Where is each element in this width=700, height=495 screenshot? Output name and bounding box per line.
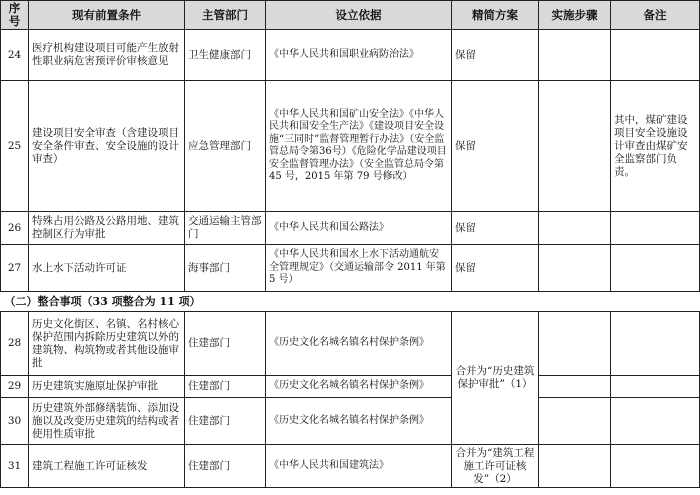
row-condition: 水上水下活动许可证 [29, 245, 185, 292]
table-row [1, 30, 700, 81]
row-department: 住建部门 [185, 376, 266, 398]
row-seq: 31 [1, 445, 29, 488]
row-department: 住建部门 [185, 445, 266, 488]
row-seq: 29 [1, 376, 29, 398]
row-basis: 《中华人民共和国水上水下活动通航安全管理规定》（交通运输部令 2011 年第 5 号） [266, 245, 452, 292]
row-steps [539, 312, 611, 376]
header-notes: 备注 [611, 1, 700, 30]
header-seq: 序号 [1, 1, 29, 30]
row-condition: 历史建筑外部修缮装饰、添加设施以及改变历史建筑的结构或者使用性质审批 [29, 398, 185, 445]
row-seq: 25 [1, 81, 29, 212]
row-steps [539, 30, 611, 81]
row-steps [539, 376, 611, 398]
row-basis: 《历史文化名城名镇名村保护条例》 [266, 312, 452, 376]
table-row [1, 81, 700, 212]
row-department: 住建部门 [185, 398, 266, 445]
header-condition: 现有前置条件 [29, 1, 185, 30]
table-row [1, 245, 700, 292]
row-department: 应急管理部门 [185, 81, 266, 212]
row-condition: 医疗机构建设项目可能产生放射性职业病危害预评价审核意见 [29, 30, 185, 81]
row-seq: 28 [1, 312, 29, 376]
row-notes [611, 398, 700, 445]
row-basis: 《中华人民共和国职业病防治法》 [266, 30, 452, 81]
section-row [1, 292, 700, 312]
header-department: 主管部门 [185, 1, 266, 30]
row-department: 住建部门 [185, 312, 266, 376]
row-department: 交通运输主管部门 [185, 212, 266, 245]
row-basis: 《中华人民共和国公路法》 [266, 212, 452, 245]
row-notes [611, 30, 700, 81]
row-basis: 《中华人民共和国建筑法》 [266, 445, 452, 488]
row-department: 卫生健康部门 [185, 30, 266, 81]
row-notes: 其中，煤矿建设项目安全设施设计审查由煤矿安全监察部门负责。 [611, 81, 700, 212]
row-steps [539, 245, 611, 292]
row-plan: 保留 [452, 30, 539, 81]
table-row [1, 398, 700, 445]
row-steps [539, 212, 611, 245]
section-title: （二）整合事项（33 项整合为 11 项） [1, 292, 700, 312]
table-row [1, 445, 700, 488]
row-basis: 《历史文化名城名镇名村保护条例》 [266, 376, 452, 398]
row-seq: 30 [1, 398, 29, 445]
row-seq: 27 [1, 245, 29, 292]
row-basis: 《中华人民共和国矿山安全法》《中华人民共和国安全生产法》《建设项目安全设施“三同时”监督管理暂行办法》（安全监管总局令第36号）《危险化学品建设项目安全监督管理办法》（安全监管总局令第 45 号，2015 年第 79 号修改） [266, 81, 452, 212]
row-steps [539, 445, 611, 488]
row-plan: 保留 [452, 212, 539, 245]
header-row [1, 1, 700, 30]
row-notes [611, 312, 700, 376]
header-plan: 精简方案 [452, 1, 539, 30]
row-notes [611, 245, 700, 292]
row-steps [539, 81, 611, 212]
row-steps [539, 398, 611, 445]
row-seq: 24 [1, 30, 29, 81]
row-notes [611, 445, 700, 488]
table-row [1, 312, 700, 376]
row-condition: 建筑工程施工许可证核发 [29, 445, 185, 488]
row-condition: 建设项目安全审查（含建设项目安全条件审查、安全设施的设计审查） [29, 81, 185, 212]
merged-plan-history: 合并为“历史建筑保护审批”（1） [452, 312, 539, 445]
row-basis: 《历史文化名城名镇名村保护条例》 [266, 398, 452, 445]
merged-plan-permit: 合并为“建筑工程施工许可证核发”（2） [452, 445, 539, 488]
table-row [1, 212, 700, 245]
row-condition: 历史文化街区、名镇、名村核心保护范围内拆除历史建筑以外的建筑物、构筑物或者其他设施审批 [29, 312, 185, 376]
row-notes [611, 376, 700, 398]
header-basis: 设立依据 [266, 1, 452, 30]
row-condition: 历史建筑实施原址保护审批 [29, 376, 185, 398]
header-steps: 实施步骤 [539, 1, 611, 30]
row-plan: 保留 [452, 245, 539, 292]
row-notes [611, 212, 700, 245]
row-plan: 保留 [452, 81, 539, 212]
row-condition: 特殊占用公路及公路用地、建筑控制区行为审批 [29, 212, 185, 245]
table-row [1, 376, 700, 398]
row-seq: 26 [1, 212, 29, 245]
row-department: 海事部门 [185, 245, 266, 292]
